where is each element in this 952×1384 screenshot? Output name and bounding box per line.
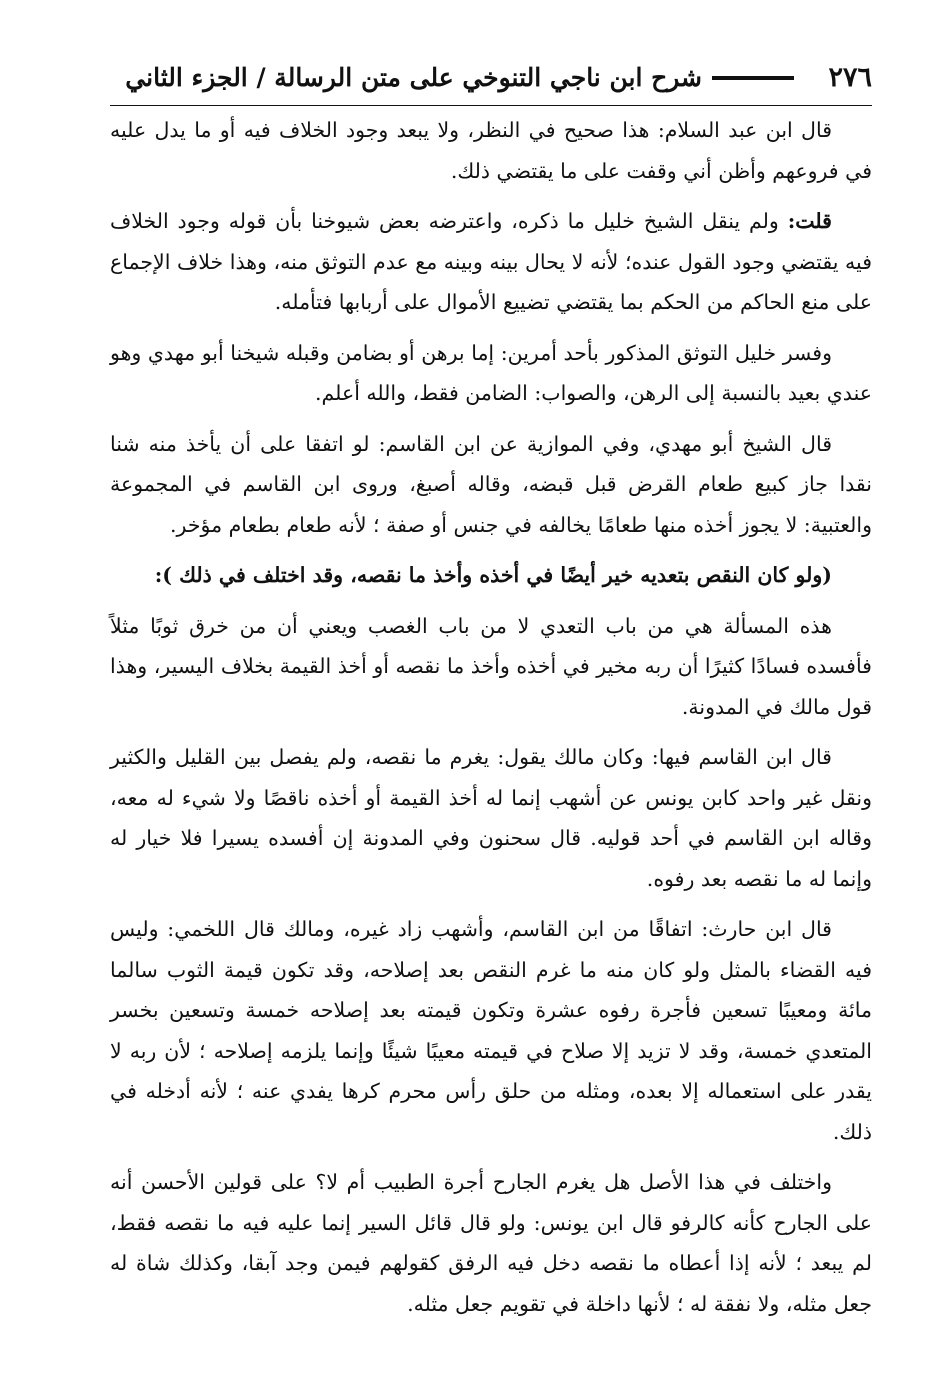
paragraph-text: قال ابن القاسم فيها: وكان مالك يقول: يغرم ما نقصه، ولم يفصل بين القليل والكثير ونقل غير واحد كابن يونس عن أشهب إنما له أخذ القيمة أو أخذه ناقصًا ولا شيء له معه، وقاله ابن القاسم في أحد قوليه. قال سحنون وفي المدونة إن أفسده يسيرا فلا خيار له وإنما له ما نقصه بعد رفوه. [110, 745, 872, 891]
book-page [110, 54, 872, 1334]
paragraph-2 [110, 201, 872, 323]
paragraph-text: قال ابن حارث: اتفاقًا من ابن القاسم، وأشهب زاد غيره، ومالك قال اللخمي: وليس فيه القضاء بالمثل ولو كان منه ما غرم النقص بعد إصلاحه، وقد تكون قيمة الثوب سالما مائة ومعيبًا تسعين فأجرة رفوه عشرة وتكون قيمته بعد إصلاحه خمسة وتسعين بخسر المتعدي خمسة، وقد لا تزيد إلا صلاح في قيمته معيبًا شيئًا وإنما يلزمه إصلاحه ؛ لأن ربه لا يقدر على استعماله إلا بعده، ومثله من حلق رأس محرم كرها يفدي عنه ؛ لأنه أدخله في ذلك. [110, 917, 872, 1144]
paragraph-3 [110, 333, 872, 414]
paragraph-text: قال ابن عبد السلام: هذا صحيح في النظر، ولا يبعد وجود الخلاف فيه أو ما يدل عليه في فروعهم وأظن أني وقفت على ما يقتضي ذلك. [110, 118, 872, 183]
matn-quote [110, 555, 872, 596]
running-title: شرح ابن ناجي التنوخي على متن الرسالة / الجزء الثاني [125, 63, 702, 92]
body-text [110, 110, 872, 1324]
paragraph-6 [110, 606, 872, 728]
paragraph-text: وفسر خليل التوثق المذكور بأحد أمرين: إما برهن أو بضامن وقبله شيخنا أبو مهدي وهو عندي بعيد بالنسبة إلى الرهن، والصواب: الضامن فقط، والله أعلم. [110, 340, 872, 405]
page-number: ٢٧٦ [828, 62, 872, 93]
paragraph-lead: قلت: [787, 209, 832, 233]
paragraph-1 [110, 110, 872, 191]
paragraph-7 [110, 737, 872, 899]
paragraph-text: قال الشيخ أبو مهدي، وفي الموازية عن ابن القاسم: لو اتفقا على أن يأخذ منه شنا نقدا جاز كبيع طعام القرض قبل قبضه، وقاله أصبغ، وروى ابن القاسم في المجموعة والعتبية: لا يجوز أخذه منها طعامًا يخالفه في جنس أو صفة ؛ لأنه طعام بطعام مؤخر. [110, 431, 872, 537]
paragraph-4 [110, 424, 872, 546]
paragraph-8 [110, 909, 872, 1152]
paragraph-text: واختلف في هذا الأصل هل يغرم الجارح أجرة الطبيب أم لا؟ على قولين الأحسن أنه على الجارح كأنه كالرفو قال ابن يونس: ولو قال قائل السير إنما عليه فيه ما نقصه فقط، لم يبعد ؛ لأنه إذا أعطاه ما نقصه دخل فيه الرفق كقولهم فيمن وجد آبقا، وكذلك شاة له جعل مثله، ولا نفقة له ؛ لأنها داخلة في تقويم جعل مثله. [110, 1170, 872, 1316]
paragraph-text: هذه المسألة هي من باب التعدي لا من باب الغصب ويعني أن من خرق ثوبًا مثلاً فأفسده فسادًا كثيرًا أن ربه مخير في أخذه وأخذ ما نقصه أو أخذ القيمة بخلاف اليسير، وهذا قول مالك في المدونة. [110, 613, 872, 719]
header-rule [712, 76, 794, 80]
paragraph-9 [110, 1162, 872, 1324]
paragraph-text: ولم ينقل الشيخ خليل ما ذكره، واعترضه بعض شيوخنا بأن قوله وجود الخلاف فيه يقتضي وجود القول عنده؛ لأنه لا يحال بينه وبينه مع عدم التوثق منه، وهذا خلاف الإجماع على منع الحاكم من الحكم بما يقتضي تضييع الأموال على أربابها فتأمله. [110, 209, 872, 314]
page-header [110, 54, 872, 106]
paragraph-text: (ولو كان النقص بتعديه خير أيضًا في أخذه وأخذ ما نقصه، وقد اختلف في ذلك ): [154, 563, 832, 587]
